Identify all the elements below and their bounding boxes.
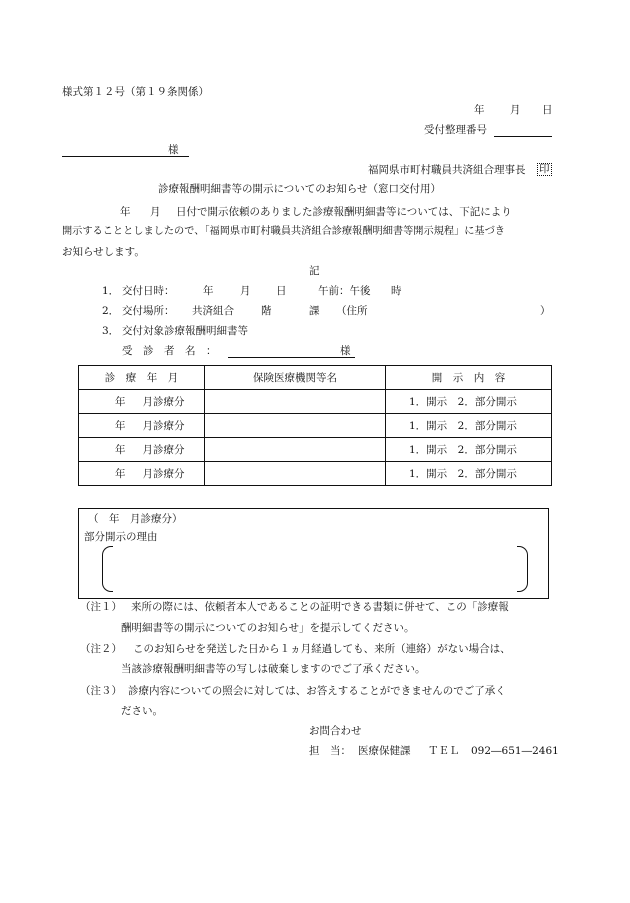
- patient-suffix: 様: [340, 346, 355, 358]
- row-institution[interactable]: [205, 414, 386, 438]
- seal-stamp: 印: [539, 163, 550, 175]
- note-3-line-1: 診療内容についての照会に対しては、お答えすることができませんのでご了承く: [128, 685, 506, 697]
- row-options[interactable]: [386, 390, 552, 414]
- reason-bracket-left: [102, 546, 113, 592]
- item-2-address-close: ）: [540, 305, 551, 317]
- row-institution[interactable]: [205, 438, 386, 462]
- recipient-name-field[interactable]: [62, 145, 168, 157]
- note-2-label: （注２）: [80, 643, 122, 655]
- intro-line-3: お知らせします。: [62, 246, 145, 258]
- intro-month: 月: [150, 206, 161, 218]
- table-row: [79, 390, 552, 414]
- intro-line-2: 開示することとしましたので、「福岡県市町村職員共済組合診療報酬明細書等開示規程」に基づき: [62, 226, 505, 237]
- item-1-time: 時: [391, 285, 402, 297]
- row-institution[interactable]: [205, 390, 386, 414]
- contact-tel-number: 092―651―2461: [471, 745, 559, 757]
- table-row: [79, 414, 552, 438]
- item-1-day: 日: [276, 285, 287, 297]
- disclosure-table: [78, 365, 552, 486]
- table-header-row: [79, 366, 552, 390]
- partial-reason-label: 部分開示の理由: [84, 531, 158, 543]
- partial-period: （ 年 月診療分）: [88, 513, 183, 525]
- item-3-number: 3．: [102, 325, 120, 337]
- row-year: 年: [115, 468, 126, 480]
- issuer-name: 福岡県市町村職員共済組合理事長: [368, 164, 526, 176]
- row-options[interactable]: [386, 462, 552, 486]
- contact-department: 医療保健課: [358, 745, 411, 757]
- item-1-year: 年: [203, 285, 214, 297]
- item-1-label: 交付日時：: [122, 285, 175, 297]
- row-options-text: 1．開示 2．部分開示: [409, 468, 517, 480]
- note-1-line-2: 酬明細書等の開示についてのお知らせ」を提示してください。: [121, 622, 415, 634]
- row-options-text: 1．開示 2．部分開示: [409, 444, 517, 456]
- date-year: 年: [474, 104, 485, 116]
- note-1-line-1: 来所の際には、依頼者本人であることの証明できる書類に併せて、この「診療報: [131, 601, 509, 613]
- receipt-number-field[interactable]: [494, 125, 552, 137]
- row-month: 月診療分: [142, 420, 185, 432]
- note-1-label: （注１）: [80, 601, 122, 613]
- intro-year: 年: [120, 206, 131, 218]
- row-year: 年: [115, 420, 126, 432]
- receipt-number-label: 受付整理番号: [424, 124, 487, 136]
- item-3-label: 交付対象診療報酬明細書等: [122, 325, 248, 337]
- row-institution[interactable]: [205, 462, 386, 486]
- recipient-suffix: 様: [168, 145, 189, 157]
- row-year: 年: [115, 396, 126, 408]
- note-3-line-2: ださい。: [121, 705, 163, 717]
- item-2-number: 2．: [102, 305, 120, 317]
- document-title: 診療報酬明細書等の開示についてのお知らせ（窓口交付用）: [158, 183, 441, 195]
- header-period: 診 療 年 月: [79, 366, 205, 390]
- row-period[interactable]: [79, 438, 205, 462]
- row-year: 年: [115, 444, 126, 456]
- row-period[interactable]: [79, 390, 205, 414]
- item-2-floor: 階: [261, 305, 272, 317]
- intro-line-1: 日付で開示依頼のありました診療報酬明細書等については、下記により: [176, 206, 512, 218]
- form-number: 様式第１２号（第１９条関係）: [62, 86, 209, 98]
- reason-bracket-right: [517, 546, 528, 592]
- row-options-text: 1．開示 2．部分開示: [409, 420, 517, 432]
- item-1-ampm: 午前：午後: [318, 285, 371, 297]
- date-month: 月: [510, 104, 521, 116]
- item-2-section: 課: [309, 305, 320, 317]
- row-options[interactable]: [386, 438, 552, 462]
- row-period[interactable]: [79, 414, 205, 438]
- note-2-line-1: このお知らせを発送した日から１ヵ月経過しても、来所（連絡）がない場合は、: [133, 643, 511, 655]
- row-month: 月診療分: [142, 468, 185, 480]
- item-2-place: 共済組合: [192, 305, 234, 317]
- row-period[interactable]: [79, 462, 205, 486]
- item-1-number: 1．: [102, 285, 120, 297]
- row-options[interactable]: [386, 414, 552, 438]
- header-institution: 保険医療機関等名: [205, 366, 386, 390]
- note-3-label: （注３）: [80, 685, 122, 697]
- contact-person-label: 担 当：: [309, 745, 351, 757]
- patient-name-field[interactable]: [228, 346, 340, 358]
- contact-heading: お問合わせ: [309, 725, 362, 737]
- row-month: 月診療分: [142, 396, 185, 408]
- row-month: 月診療分: [142, 444, 185, 456]
- partial-reason-field[interactable]: [118, 563, 514, 577]
- item-2-address-open: （住所: [336, 305, 368, 317]
- date-day: 日: [542, 104, 553, 116]
- table-row: [79, 438, 552, 462]
- header-content: 開 示 内 容: [386, 366, 552, 390]
- patient-name-label: 受 診 者 名 ：: [122, 345, 217, 357]
- row-options-text: 1．開示 2．部分開示: [409, 396, 517, 408]
- contact-tel-label: ＴＥＬ: [428, 745, 460, 757]
- table-row: [79, 462, 552, 486]
- item-1-month: 月: [240, 285, 251, 297]
- ki-heading: 記: [309, 265, 320, 277]
- item-2-label: 交付場所：: [122, 305, 175, 317]
- note-2-line-2: 当該診療報酬明細書等の写しは破棄しますのでご了承ください。: [121, 663, 426, 675]
